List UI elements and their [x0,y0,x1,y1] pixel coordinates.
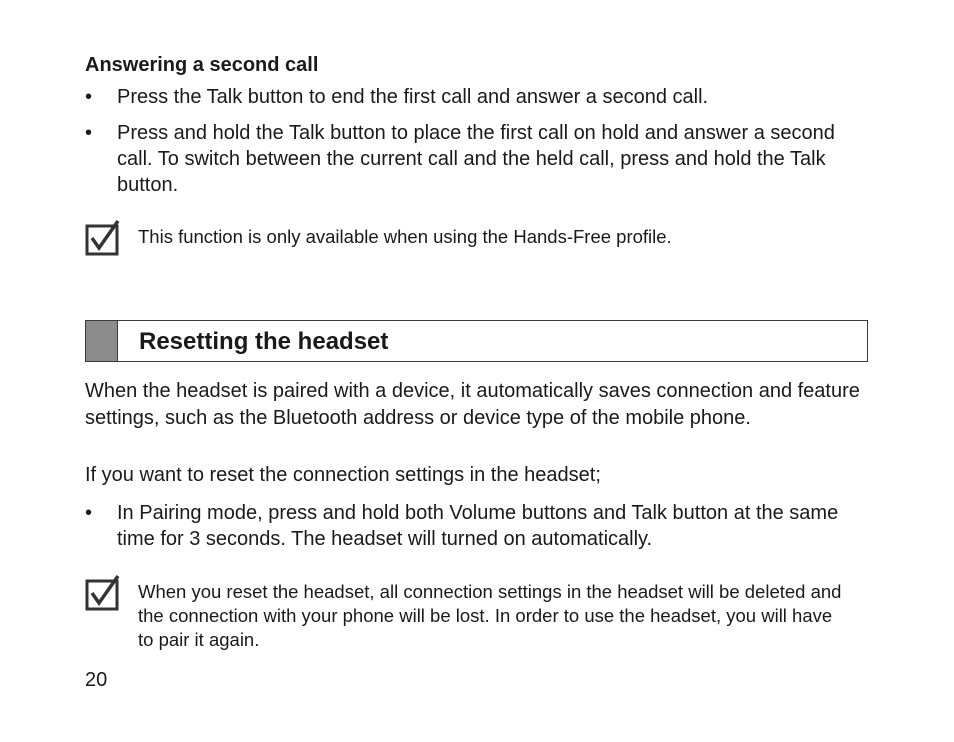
note-text: This function is only available when using the Hands-Free profile. [138,226,672,247]
section-header [85,320,868,362]
bullet-text: Press the Talk button to end the first call and answer a second call. [117,86,709,108]
checkbox-check-icon [85,218,121,256]
bullet-text: In Pairing mode, press and hold both Volume buttons and Talk button at the same time for 3 seconds. The headset will turned on automatically. [117,502,839,550]
bullet-marker: • [85,502,93,524]
note-text: When you reset the headset, all connection settings in the headset will be deleted and the connection with your phone will be lost. In order to use the headset, you will have to pair it again. [138,581,842,650]
section-subheading-answering: Answering a second call [85,54,319,76]
page-number: 20 [85,669,108,691]
paragraph: When the headset is paired with a device, it automatically saves connection and feature settings, such as the Bluetooth address or device type of the mobile phone. [85,380,860,429]
bullet-marker: • [85,86,93,108]
section-title: Resetting the headset [139,328,389,355]
bullet-marker: • [85,122,93,144]
paragraph: If you want to reset the connection settings in the headset; [85,464,601,486]
bullet-text: Press and hold the Talk button to place the first call on hold and answer a second call. To switch between the current call and the held call, press and hold the Talk button. [117,122,835,196]
section-header-marker [86,321,118,361]
checkbox-check-icon [85,573,121,611]
